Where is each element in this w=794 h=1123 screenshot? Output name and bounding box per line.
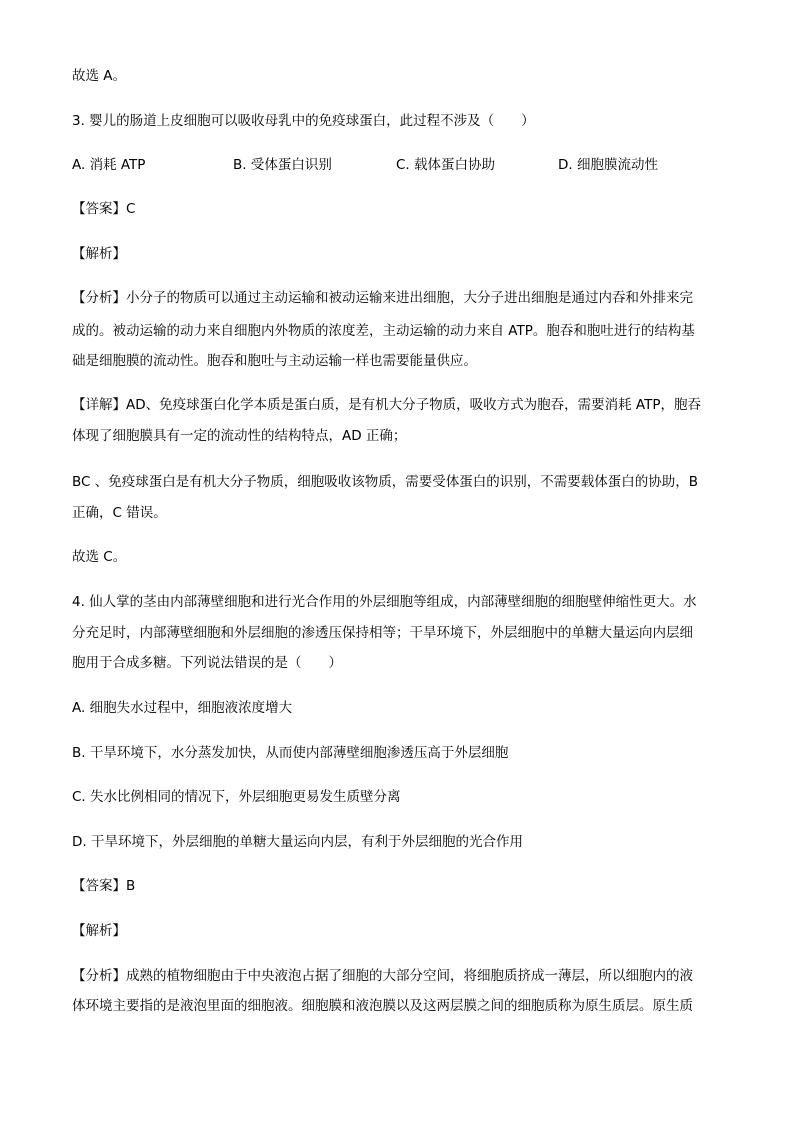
question-3-stem: 3. 婴儿的肠道上皮细胞可以吸收母乳中的免疫球蛋白，此过程不涉及（ ） bbox=[72, 113, 535, 129]
answer-line: 【答案】C bbox=[72, 201, 136, 217]
analysis-text-line: 成的。被动运输的动力来自细胞内外物质的浓度差，主动运输的动力来自 ATP。胞吞和胞吐进行的结构基 bbox=[72, 323, 695, 339]
detail-text-line: 体现了细胞膜具有一定的流动性的结构特点，AD 正确； bbox=[72, 428, 407, 444]
analysis-text-line: 【分析】小分子的物质可以通过主动运输和被动运输来进出细胞，大分子进出细胞是通过内吞和外排来完 bbox=[72, 290, 693, 306]
q3-option-d: D. 细胞膜流动性 bbox=[558, 157, 658, 173]
analysis-text-line: 体环境主要指的是液泡里面的细胞液。细胞膜和液泡膜以及这两层膜之间的细胞质称为原生质层。原生质 bbox=[72, 998, 693, 1014]
q4-option-d: D. 干旱环境下，外层细胞的单糖大量运向内层，有利于外层细胞的光合作用 bbox=[72, 834, 523, 850]
detail-text-line: 【详解】AD、免疫球蛋白化学本质是蛋白质，是有机大分子物质，吸收方式为胞吞，需要消耗 ATP，胞吞 bbox=[72, 397, 701, 413]
analysis-text-line: 【分析】成熟的植物细胞由于中央液泡占据了细胞的大部分空间，将细胞质挤成一薄层，所以细胞内的液 bbox=[72, 968, 693, 984]
detail-text-line: 正确，C 错误。 bbox=[72, 505, 167, 521]
text-line: 故选 A。 bbox=[72, 68, 127, 84]
question-4-stem: 4. 仙人掌的茎由内部薄壁细胞和进行光合作用的外层细胞等组成，内部薄壁细胞的细胞壁伸缩性更大。水 bbox=[72, 594, 697, 610]
question-4-stem: 分充足时，内部薄壁细胞和外层细胞的渗透压保持相等；干旱环境下，外层细胞中的单糖大量运向内层细 bbox=[72, 625, 693, 641]
q4-option-c: C. 失水比例相同的情况下，外层细胞更易发生质壁分离 bbox=[72, 789, 401, 805]
answer-line: 【答案】B bbox=[72, 878, 136, 894]
analysis-heading: 【解析】 bbox=[72, 246, 126, 262]
analysis-heading: 【解析】 bbox=[72, 923, 126, 939]
q3-option-a: A. 消耗 ATP bbox=[72, 157, 146, 173]
question-4-stem: 胞用于合成多糖。下列说法错误的是（ ） bbox=[72, 655, 342, 671]
analysis-text-line: 础是细胞膜的流动性。胞吞和胞吐与主动运输一样也需要能量供应。 bbox=[72, 353, 477, 369]
q4-option-b: B. 干旱环境下，水分蒸发加快，从而使内部薄壁细胞渗透压高于外层细胞 bbox=[72, 745, 509, 761]
q3-option-b: B. 受体蛋白识别 bbox=[233, 157, 332, 173]
q4-option-a: A. 细胞失水过程中，细胞液浓度增大 bbox=[72, 700, 293, 716]
text-line: 故选 C。 bbox=[72, 549, 127, 565]
detail-text-line: BC 、免疫球蛋白是有机大分子物质，细胞吸收该物质，需要受体蛋白的识别，不需要载体蛋白的协助，B bbox=[72, 474, 699, 490]
q3-option-c: C. 载体蛋白协助 bbox=[396, 157, 496, 173]
